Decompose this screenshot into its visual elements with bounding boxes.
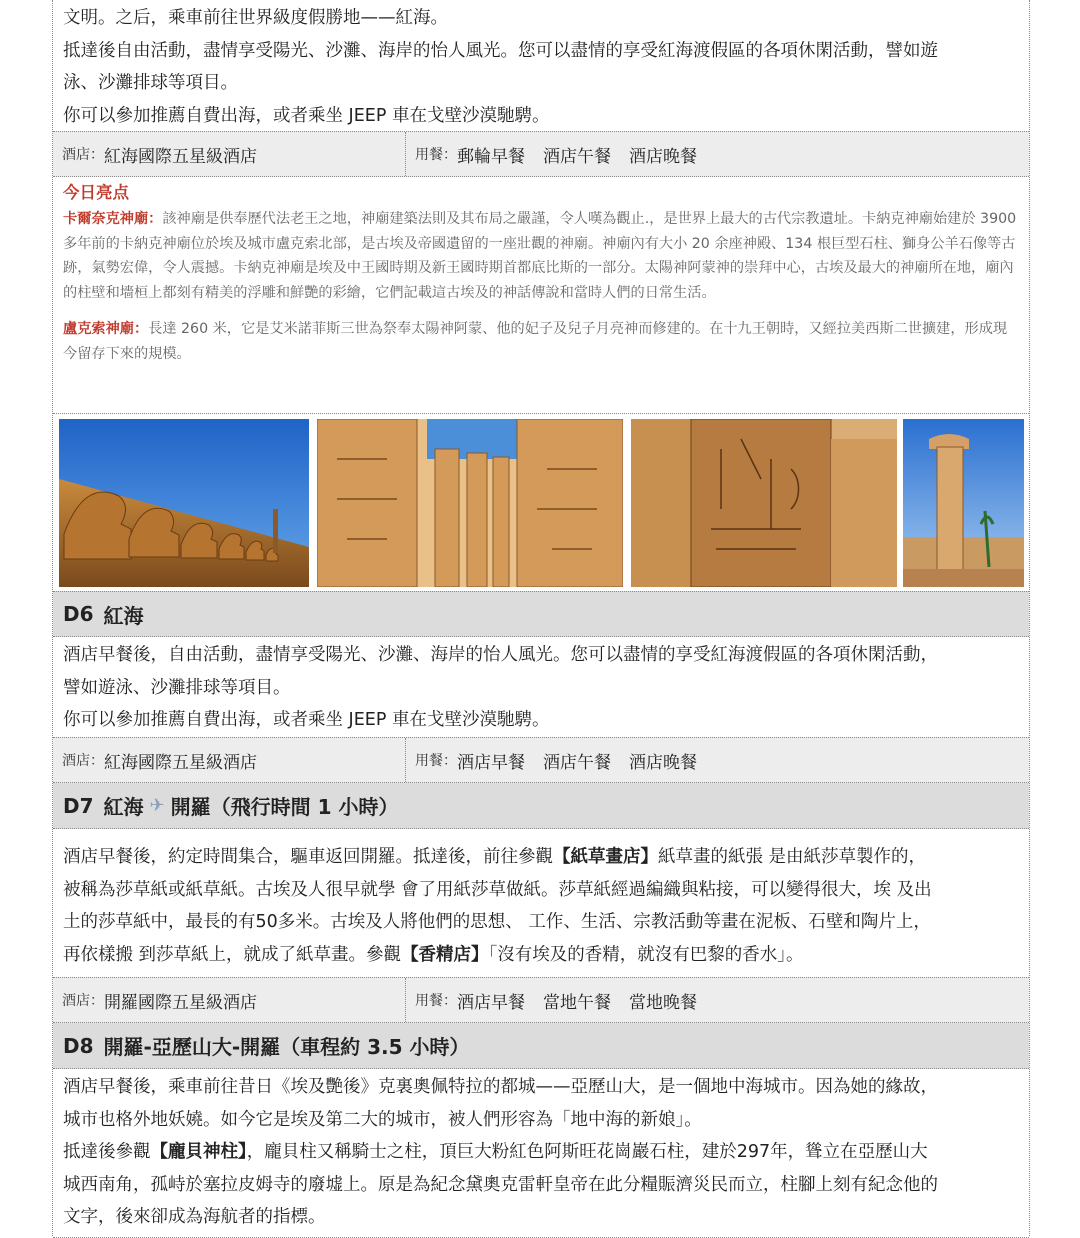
day7-info-row (53, 977, 1029, 1023)
meal-cell (406, 978, 1029, 1022)
text-run: 抵達後參觀 (63, 1142, 151, 1162)
meal-label: 用餐： (415, 147, 457, 163)
hotel-label: 酒店： (62, 753, 104, 769)
paragraph-line (63, 1136, 1019, 1169)
paragraph-line (63, 841, 1019, 874)
meal-dinner: 酒店晚餐 (629, 146, 697, 167)
meal-cell (406, 132, 1029, 176)
highlight-karnak (63, 207, 1019, 305)
meal-breakfast: 酒店早餐 (457, 752, 525, 773)
paragraph-line: 土的莎草紙中，最長的有50多米。古埃及人將他們的思想、 工作、生活、宗教活動等畫在泥板、石壁和陶片上， (63, 912, 931, 932)
day5-info-row (53, 131, 1029, 177)
hotel-name: 紅海國際五星級酒店 (104, 752, 257, 773)
paragraph-line: 你可以參加推薦自費出海，或者乘坐 JEEP 車在戈壁沙漠馳騁。 (63, 710, 550, 730)
day-from: 紅海 (103, 795, 144, 819)
day-title: 開羅-亞歷山大-開羅（車程約 3.5 小時） (103, 1035, 470, 1059)
hotel-cell (53, 978, 406, 1022)
paragraph-line (63, 939, 1019, 972)
hypostyle-hall-image (317, 419, 623, 587)
hotel-label: 酒店： (62, 993, 104, 1009)
highlight-luxor (63, 317, 1019, 366)
perfume-shop-name: 【香精店】 (401, 944, 489, 965)
text-run: 酒店早餐後，約定時間集合，驅車返回開羅。抵達後，前往參觀 (63, 847, 553, 867)
single-column-image (903, 419, 1024, 587)
day5-description (53, 0, 1029, 131)
paragraph-line: 文明。之后，乘車前往世界級度假勝地——紅海。 (63, 8, 448, 28)
highlight-text: 該神廟是供奉歷代法老王之地，神廟建築法則及其布局之嚴謹，令人嘆為觀止.，是世界上最大的古代宗教遺址。卡納克神廟始建於 3900 多年前的卡納克神廟位於埃及城市盧克索北部，是古埃及帝國遺留的一座壯觀的神廟。神廟內有大小 20 余座神殿、134 根巨型石柱、獅身公羊石像等古跡，氣勢宏偉，令人震撼。卡納克神廟是埃及中王國時期及新王國時期首都底比斯的一部分。太陽神阿蒙神的崇拜中心，古埃及最大的神廟所在地，廟內的柱壁和墻桓上都刻有精美的浮雕和鮮艷的彩繪，它們記載這古埃及的神話傳說和當時人們的日常生活。 (63, 211, 1017, 301)
day6-info-row (53, 737, 1029, 783)
paragraph-line: 被稱為莎草紙或紙草紙。古埃及人很早就學 會了用紙莎草做紙。莎草紙經過編織與粘接，可以變得很大，埃 及出 (63, 879, 932, 900)
paragraph-line: 酒店早餐後，乘車前往昔日《埃及艷後》克裏奧佩特拉的都城——亞歷山大，是一個地中海城市。因為她的緣故， (63, 1077, 938, 1097)
meal-dinner: 當地晚餐 (629, 992, 697, 1013)
highlight-name: 卡爾奈克神廟： (63, 211, 163, 227)
airplane-icon: ✈ (149, 795, 165, 816)
highlights-title: 今日亮点 (63, 183, 129, 202)
day6-description (53, 637, 1029, 737)
day7-header (53, 783, 1029, 829)
meal-breakfast: 酒店早餐 (457, 992, 525, 1013)
meal-label: 用餐： (415, 993, 457, 1009)
text-run: 「沒有埃及的香精，就沒有巴黎的香水」。 (488, 944, 804, 965)
day-title: 紅海 (103, 603, 144, 628)
text-run: ，龐貝柱又稱騎士之柱，頂巨大粉紅色阿斯旺花崗巖石柱，建於297年，聳立在亞歷山大 (246, 1142, 928, 1162)
paragraph-line: 你可以參加推薦自費出海，或者乘坐 JEEP 車在戈壁沙漠馳騁。 (63, 105, 550, 126)
meal-lunch: 酒店午餐 (543, 146, 611, 167)
single-column-photo (903, 419, 1024, 587)
paragraph-line: 文字，後來卻成為海航者的指標。 (63, 1207, 326, 1227)
meal-breakfast: 郵輪早餐 (457, 146, 525, 167)
meal-label: 用餐： (415, 753, 457, 769)
meal-lunch: 酒店午餐 (543, 752, 611, 773)
papyrus-shop-name: 【紙草畫店】 (553, 847, 658, 867)
day-code: D8 (63, 1033, 94, 1058)
meal-cell (406, 738, 1029, 782)
highlight-text: 長達 260 米，它是艾米諾菲斯三世為祭奉太陽神阿蒙、他的妃子及兒子月亮神而修建的。在十九王朝時，又經拉美西斯二世擴建，形成現今留存下來的規模。 (63, 321, 1008, 362)
ram-sphinx-avenue-photo (59, 419, 309, 587)
paragraph-line: 泳、沙灘排球等項目。 (63, 73, 238, 93)
today-highlights (53, 177, 1029, 413)
hotel-label: 酒店： (62, 147, 104, 163)
carved-column-image (631, 419, 897, 587)
text-run: 紙草畫的紙張 是由紙莎草製作的， (658, 847, 927, 867)
day8-header (53, 1023, 1029, 1069)
day7-description (53, 829, 1029, 977)
day8-description (53, 1069, 1029, 1237)
photo-strip (53, 413, 1029, 591)
hotel-name: 開羅國際五星級酒店 (104, 992, 257, 1013)
paragraph-line: 城市也格外地妖嬈。如今它是埃及第二大的城市，被人們形容為「地中海的新娘」。 (63, 1109, 702, 1130)
paragraph-line: 城西南角，孤峙於塞拉皮姆寺的廢墟上。原是為紀念黛奧克雷軒皇帝在此分糧賑濟災民而立，柱腳上刻有紀念他的 (63, 1174, 938, 1195)
day6-header (53, 591, 1029, 637)
text-run: 再依樣搬 到莎草紙上，就成了紙草畫。參觀 (63, 944, 402, 965)
day-code: D7 (63, 793, 94, 818)
hotel-cell (53, 738, 406, 782)
paragraph-line: 抵達後自由活動，盡情享受陽光、沙灘、海岸的怡人風光。您可以盡情的享受紅海渡假區的各項休閑活動，譬如遊 (63, 40, 938, 61)
meal-lunch: 當地午餐 (543, 992, 611, 1013)
pompey-pillar-name: 【龐貝神柱】 (150, 1142, 247, 1162)
carved-column-relief-photo (631, 419, 897, 587)
itinerary-document (52, 0, 1030, 1236)
paragraph-line: 酒店早餐後，自由活動，盡情享受陽光、沙灘、海岸的怡人風光。您可以盡情的享受紅海渡假區的各項休閑活動， (63, 645, 938, 665)
day-code: D6 (63, 602, 94, 626)
hotel-name: 紅海國際五星級酒店 (104, 146, 257, 167)
day-to: 開羅（飛行時間 1 小時） (170, 795, 399, 819)
meal-dinner: 酒店晚餐 (629, 752, 697, 773)
highlight-name: 盧克索神廟： (63, 321, 149, 337)
hypostyle-hall-columns-photo (317, 419, 623, 587)
paragraph-line: 譬如遊泳、沙灘排球等項目。 (63, 677, 291, 698)
ram-sphinx-avenue-image (59, 419, 309, 587)
hotel-cell (53, 132, 406, 176)
